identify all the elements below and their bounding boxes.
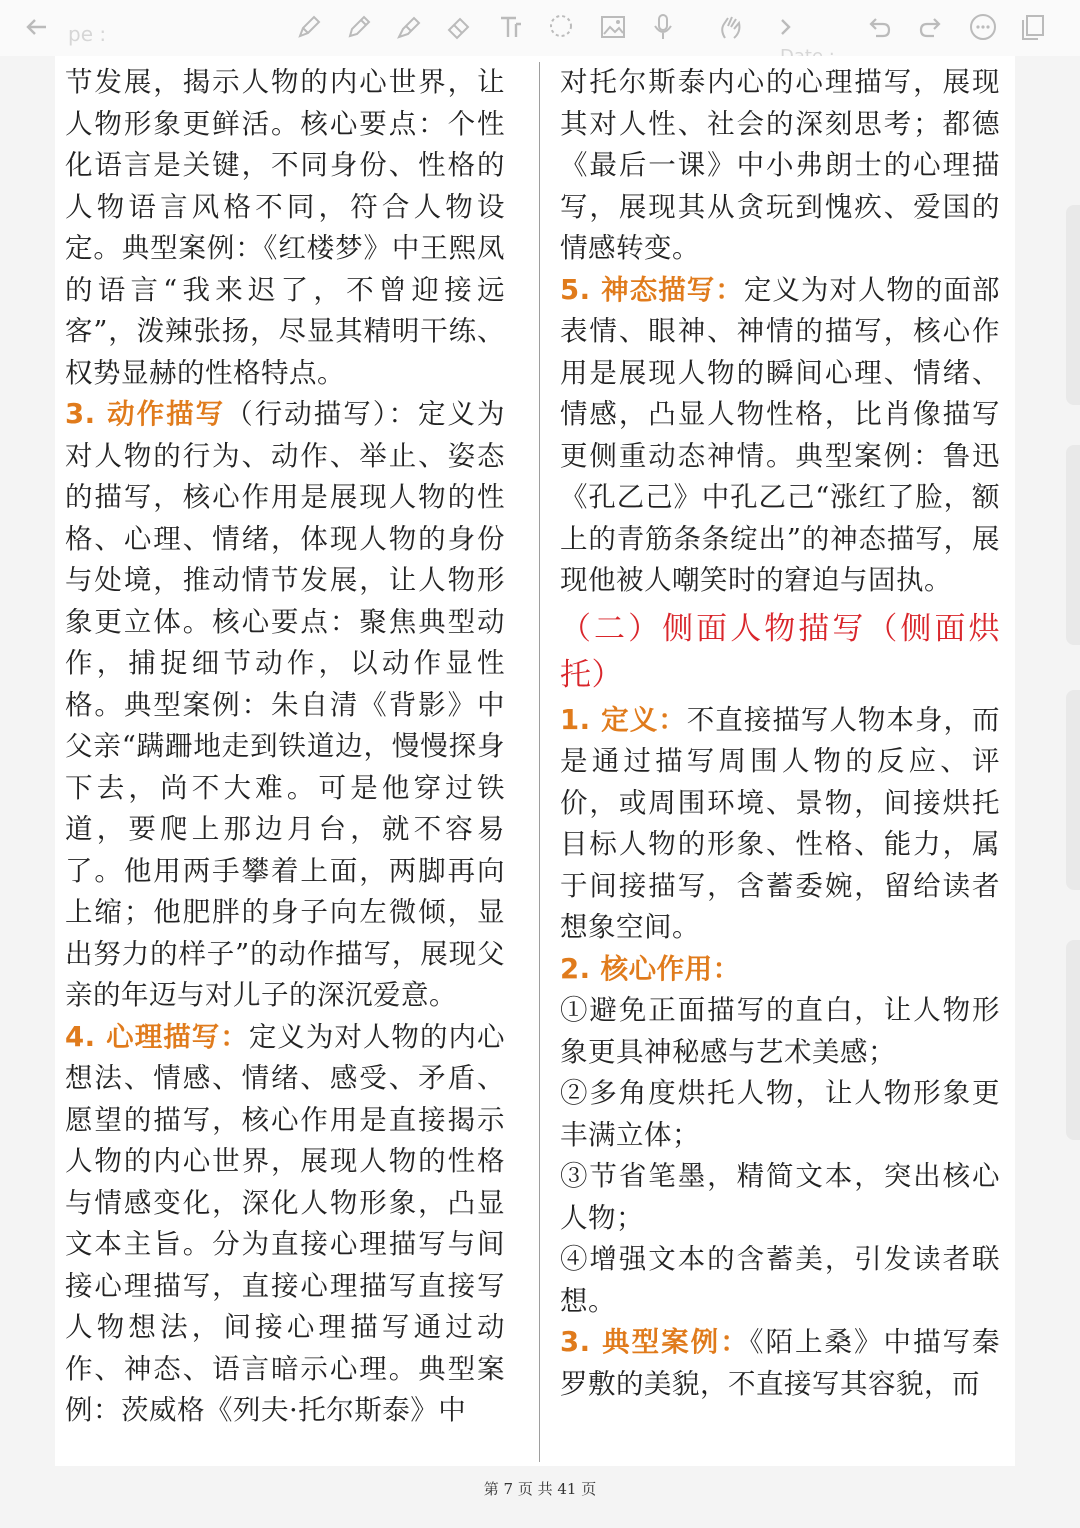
paragraph: 对托尔斯泰内心的心理描写，展现其对人性、社会的深刻思考；都德《最后一课》中小弗朗士的心理描写，展现其从贪玩到愧疚、爱国的情感转变。 <box>560 66 1000 264</box>
ghost-header-text: pe : <box>68 22 107 46</box>
item-heading: 5. 神态描写： <box>560 273 744 306</box>
footer-prefix: 第 <box>483 1480 499 1498</box>
redo-icon[interactable] <box>912 8 950 46</box>
item-body: 定义为对人物的内心想法、情感、情绪、感受、矛盾、愿望的描写，核心作用是直接揭示人物的内心世界，展现人物的性格与情感变化，深化人物形象，凸显文本主旨。分为直接心理描写与间接心理描写，直接心理描写直接写人物想法，间接心理描写通过动作、神态、语言暗示心理。典型案例：茨威格《列夫·托尔斯泰》中 <box>65 1020 506 1426</box>
paragraph <box>560 700 1000 949</box>
item-body: （行动描写）：定义为对人物的行为、动作、举止、姿态的描写，核心作用是展现人物的性格、心理、情绪，体现人物的身份与处境，推动情节发展，让人物形象更立体。核心要点：聚焦典型动作，捕捉细节动作，以动作显性格。典型案例：朱自清《背影》中父亲“蹒跚地走到铁道边，慢慢探身下去，尚不大难。可是他穿过铁道，要爬上那边月台，就不容易了。他用两手攀着上面，两脚再向上缩；他肥胖的身子向左微倾，显出努力的样子”的动作描写，展现父亲的年迈与对儿子的深沉爱意。 <box>65 398 506 1011</box>
list-item: ①避免正面描写的直白，让人物形象更具神秘感与艺术美感； <box>560 994 1000 1068</box>
side-tab[interactable] <box>1066 205 1080 405</box>
back-arrow-icon[interactable] <box>18 8 56 46</box>
side-tab[interactable] <box>1066 940 1080 1140</box>
pages-icon[interactable] <box>1014 8 1052 46</box>
current-page-number: 7 <box>503 1480 514 1498</box>
item-body: 定义为对人物的面部表情、眼神、神情的描写，核心作用是展现人物的瞬间心理、情绪、情感，凸显人物性格，比肖像描写更侧重动态神情。典型案例：鲁迅《孔乙己》中孔乙己“涨红了脸，额上的青筋条条绽出”的神态描写，展现他被人嘲笑时的窘迫与固执。 <box>560 273 1001 596</box>
more-icon[interactable] <box>964 8 1002 46</box>
pencil-icon[interactable] <box>340 8 378 46</box>
paragraph <box>65 394 505 1017</box>
side-tab[interactable] <box>1066 690 1080 890</box>
item-heading: 3. 动作描写 <box>65 398 226 430</box>
list-item: ③节省笔墨，精简文本，突出核心人物； <box>560 1160 1000 1234</box>
side-tab[interactable] <box>1066 445 1080 645</box>
total-page-number: 41 <box>557 1480 577 1498</box>
item-heading: 3. 典型案例： <box>560 1326 750 1358</box>
paragraph <box>65 1017 505 1432</box>
left-column <box>65 62 505 1432</box>
pen-icon[interactable] <box>290 8 328 46</box>
list-item: ④增强文本的含蓄美，引发读者联想。 <box>560 1243 1000 1317</box>
paragraph: 节发展，揭示人物的内心世界，让人物形象更鲜活。核心要点：个性化语言是关键，不同身份、性格的人物语言风格不同，符合人物设定。典型案例：《红楼梦》中王熙凤的语言“我来迟了，不曾迎接远客”，泼辣张扬，尽显其精明干练、权势显赫的性格特点。 <box>65 66 505 389</box>
paragraph <box>560 949 1000 991</box>
text-icon[interactable] <box>492 8 530 46</box>
column-divider <box>539 62 540 1462</box>
footer-suffix: 页 <box>581 1480 597 1498</box>
footer-middle: 页 共 <box>517 1480 553 1498</box>
forward-chevron-icon[interactable] <box>766 8 804 46</box>
undo-icon[interactable] <box>860 8 898 46</box>
item-heading: 1. 定义： <box>560 703 687 736</box>
gesture-icon[interactable] <box>712 8 750 46</box>
item-body: 不直接描写人物本身，而是通过描写周围人物的反应、评价，或周围环境、景物，间接烘托目标人物的形象、性格、能力，属于间接描写，含蓄委婉，留给读者想象空间。 <box>560 703 1001 943</box>
item-heading: 2. 核心作用： <box>560 952 741 985</box>
image-icon[interactable] <box>594 8 632 46</box>
paragraph <box>560 1322 1000 1405</box>
document-page <box>55 56 1015 1466</box>
right-column <box>560 62 1000 1405</box>
eraser-icon[interactable] <box>440 8 478 46</box>
item-heading: 4. 心理描写： <box>65 1020 249 1053</box>
microphone-icon[interactable] <box>644 8 682 46</box>
lasso-icon[interactable] <box>542 8 580 46</box>
paragraph <box>560 270 1000 602</box>
list-item: ②多角度烘托人物，让人物形象更丰满立体； <box>560 1077 1000 1151</box>
highlighter-icon[interactable] <box>390 8 428 46</box>
page-footer <box>0 1478 1080 1499</box>
annotation-toolbar <box>0 0 1080 56</box>
section-heading: （二）侧面人物描写（侧面烘托） <box>560 610 1000 693</box>
item-body: 《陌上桑》中描写秦罗敷的美貌，不直接写其容貌，而 <box>560 1326 1001 1400</box>
